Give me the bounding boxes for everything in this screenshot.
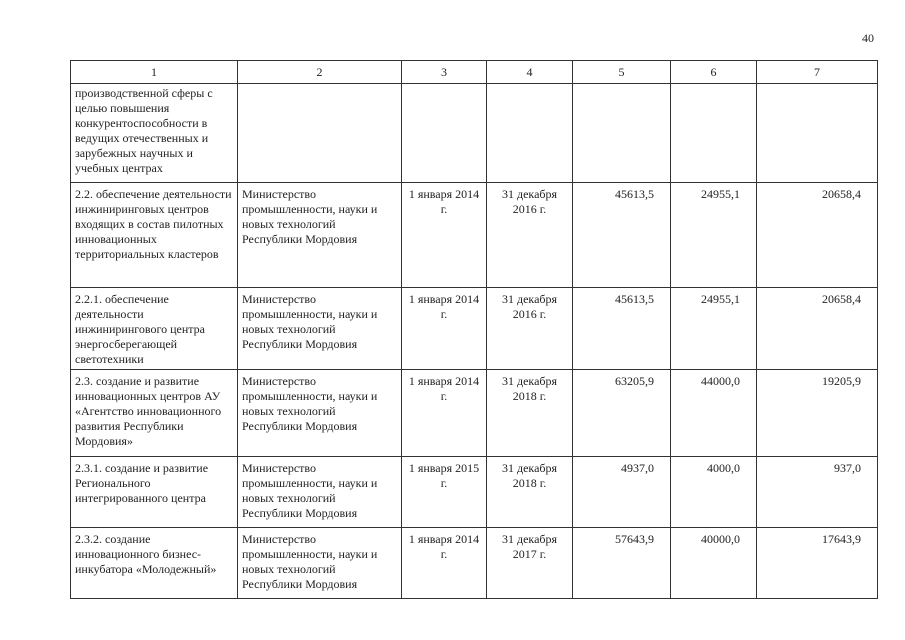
total-amount-cell: 45613,5 — [573, 183, 671, 288]
end-date-cell: 31 декабря 2016 г. — [487, 183, 573, 288]
column-header: 2 — [238, 61, 402, 84]
federal-amount-cell: 24955,1 — [671, 288, 757, 370]
measure-name-cell: 2.3.2. создание инновационного бизнес-инкубатора «Молодежный» — [71, 528, 238, 599]
total-amount-cell: 45613,5 — [573, 288, 671, 370]
executor-cell: Министерство промышленности, науки и новых технологий Республики Мордовия — [238, 288, 402, 370]
total-amount-cell: 63205,9 — [573, 370, 671, 457]
federal-amount-cell: 40000,0 — [671, 528, 757, 599]
table-row — [71, 183, 878, 288]
column-header: 7 — [757, 61, 878, 84]
table-header-row — [71, 61, 878, 84]
regional-amount-cell: 20658,4 — [757, 288, 878, 370]
executor-cell: Министерство промышленности, науки и новых технологий Республики Мордовия — [238, 370, 402, 457]
measure-name-cell: 2.2.1. обеспечение деятельности инжинирингового центра энергосберегающей светотехники — [71, 288, 238, 370]
federal-amount-cell: 44000,0 — [671, 370, 757, 457]
regional-amount-cell: 20658,4 — [757, 183, 878, 288]
start-date-cell: 1 января 2014 г. — [402, 528, 487, 599]
federal-amount-cell: 24955,1 — [671, 183, 757, 288]
page-number: 40 — [862, 31, 874, 45]
federal-amount-cell — [671, 84, 757, 183]
executor-cell: Министерство промышленности, науки и новых технологий Республики Мордовия — [238, 528, 402, 599]
total-amount-cell: 57643,9 — [573, 528, 671, 599]
end-date-cell: 31 декабря 2016 г. — [487, 288, 573, 370]
measure-name-cell: 2.3.1. создание и развитие Регионального интегрированного центра — [71, 457, 238, 528]
table-row — [71, 288, 878, 370]
executor-cell: Министерство промышленности, науки и новых технологий Республики Мордовия — [238, 457, 402, 528]
measure-name-cell: производственной сферы с целью повышения конкурентоспособности в ведущих отечественных и зарубежных научных и учебных центрах — [71, 84, 238, 183]
federal-amount-cell: 4000,0 — [671, 457, 757, 528]
measure-name-cell: 2.3. создание и развитие инновационных центров АУ «Агентство инновационного развития Республики Мордовия» — [71, 370, 238, 457]
end-date-cell: 31 декабря 2018 г. — [487, 457, 573, 528]
start-date-cell: 1 января 2014 г. — [402, 370, 487, 457]
end-date-cell: 31 декабря 2017 г. — [487, 528, 573, 599]
table-row — [71, 84, 878, 183]
regional-amount-cell: 937,0 — [757, 457, 878, 528]
column-header: 3 — [402, 61, 487, 84]
total-amount-cell — [573, 84, 671, 183]
executor-cell — [238, 84, 402, 183]
end-date-cell — [487, 84, 573, 183]
end-date-cell: 31 декабря 2018 г. — [487, 370, 573, 457]
regional-amount-cell: 19205,9 — [757, 370, 878, 457]
column-header: 5 — [573, 61, 671, 84]
total-amount-cell: 4937,0 — [573, 457, 671, 528]
column-header: 1 — [71, 61, 238, 84]
column-header: 6 — [671, 61, 757, 84]
measure-name-cell: 2.2. обеспечение деятельности инжиниринговых центров входящих в состав пилотных инновационных территориальных кластеров — [71, 183, 238, 288]
column-header: 4 — [487, 61, 573, 84]
budget-table — [70, 60, 878, 599]
regional-amount-cell: 17643,9 — [757, 528, 878, 599]
start-date-cell: 1 января 2014 г. — [402, 288, 487, 370]
start-date-cell: 1 января 2014 г. — [402, 183, 487, 288]
table-row — [71, 370, 878, 457]
table-row — [71, 528, 878, 599]
start-date-cell — [402, 84, 487, 183]
start-date-cell: 1 января 2015 г. — [402, 457, 487, 528]
regional-amount-cell — [757, 84, 878, 183]
table-row — [71, 457, 878, 528]
executor-cell: Министерство промышленности, науки и новых технологий Республики Мордовия — [238, 183, 402, 288]
